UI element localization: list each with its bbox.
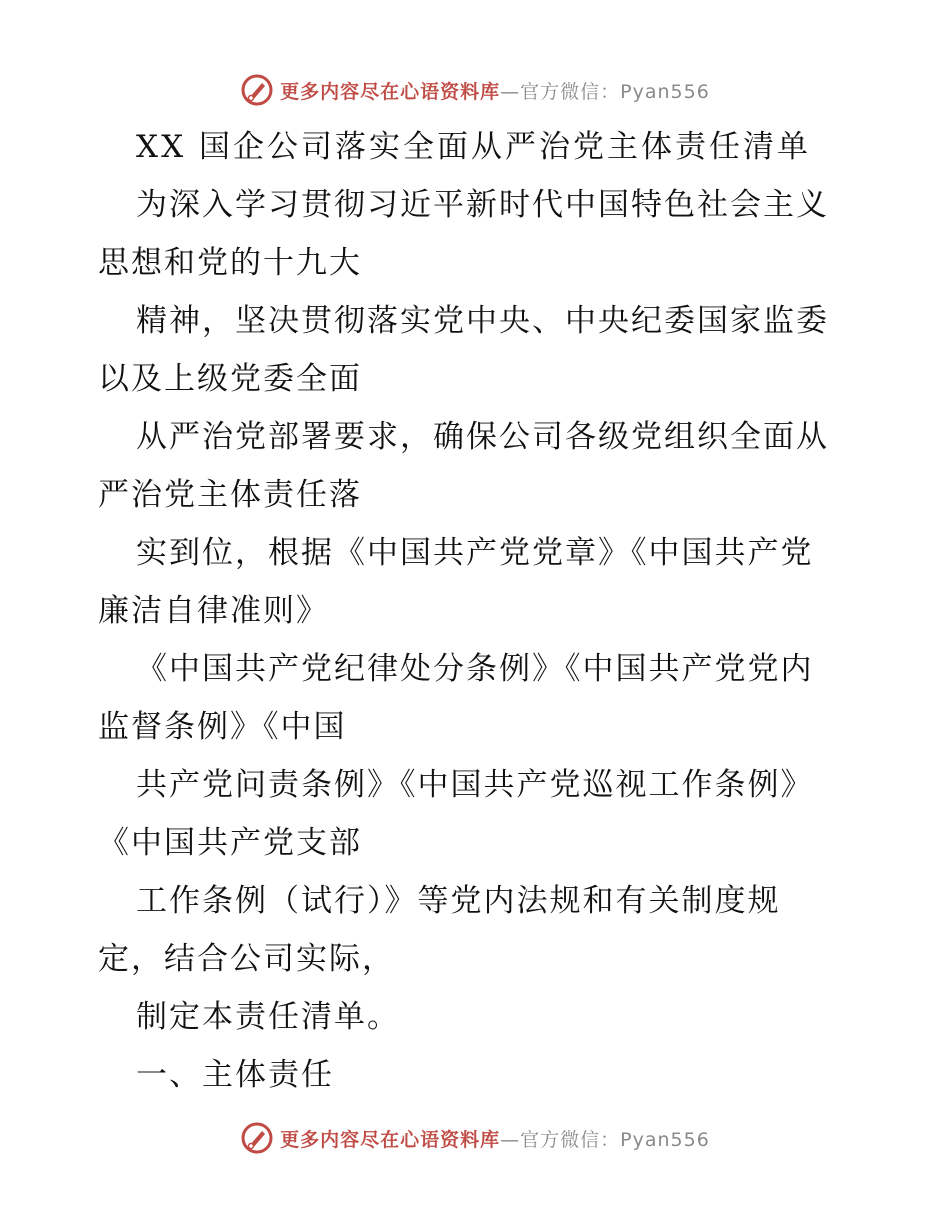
document-line: 制定本责任清单。 [136, 999, 400, 1035]
document-line: 精神，坚决贯彻落实党中央、中央纪委国家监委 [136, 303, 829, 339]
watermark-text [280, 77, 710, 104]
document-line: 严治党主体责任落 [98, 477, 362, 513]
document-line: 从严治党部署要求，确保公司各级党组织全面从 [136, 419, 829, 455]
document-line: 共产党问责条例》《中国共产党巡视工作条例》 [136, 767, 814, 803]
document-line: 以及上级党委全面 [98, 361, 362, 397]
document-line: 工作条例（试行）》等党内法规和有关制度规 [136, 883, 781, 919]
document-title: XX 国企公司落实全面从严治党主体责任清单 [136, 129, 811, 165]
footer-watermark [0, 1116, 950, 1160]
document-line: 定，结合公司实际， [98, 941, 395, 977]
pen-logo-icon [240, 1121, 274, 1155]
document-line: 廉洁自律准则》 [98, 593, 329, 629]
document-line: 为深入学习贯彻习近平新时代中国特色社会主义 [136, 187, 829, 223]
document-line: 思想和党的十九大 [98, 245, 362, 281]
pen-logo-icon [240, 73, 274, 107]
document-line: 监督条例》《中国 [98, 709, 347, 745]
document-body [98, 118, 868, 1104]
watermark-text [280, 1125, 710, 1152]
watermark-main: 更多内容尽在心语资料库 [280, 80, 501, 103]
document-line: 《中国共产党纪律处分条例》《中国共产党党内 [136, 651, 814, 687]
watermark-sub: —官方微信：Pyan556 [500, 80, 710, 103]
document-line: 一、主体责任 [136, 1057, 334, 1093]
document-line: 实到位，根据《中国共产党党章》《中国共产党 [136, 535, 814, 571]
watermark-main: 更多内容尽在心语资料库 [280, 1128, 501, 1151]
document-line: 《中国共产党支部 [98, 825, 362, 861]
watermark-sub: —官方微信：Pyan556 [500, 1128, 710, 1151]
header-watermark [0, 68, 950, 112]
